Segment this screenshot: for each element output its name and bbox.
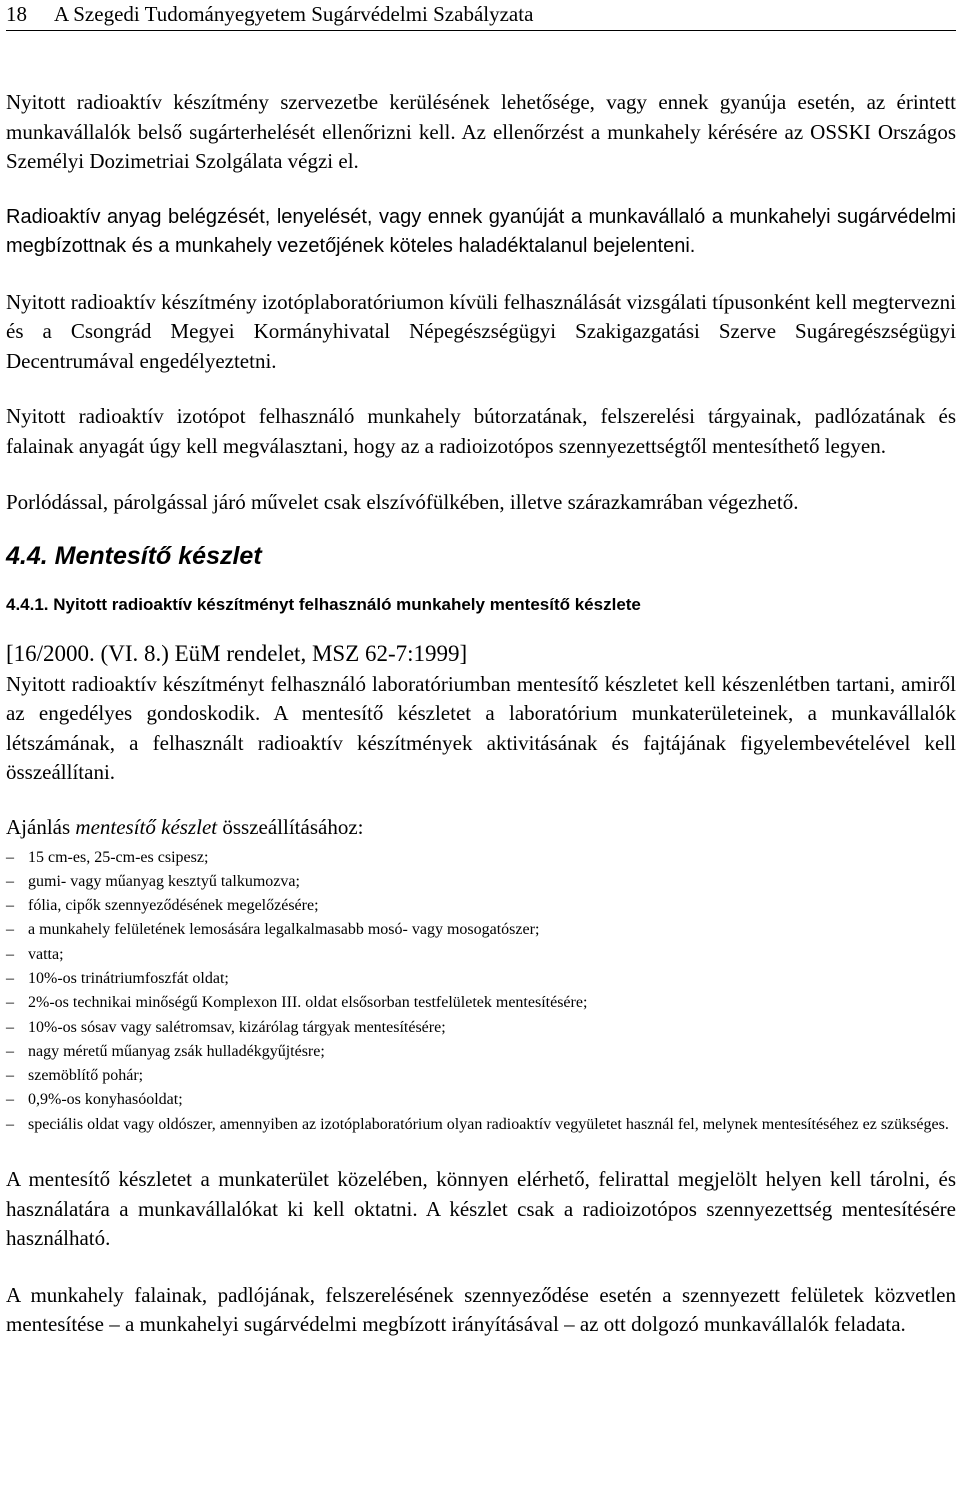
list-item xyxy=(6,918,956,942)
recommendation-title xyxy=(6,812,956,842)
list-item-text: 0,9%-os konyhasóoldat; xyxy=(28,1091,183,1109)
legal-reference: [16/2000. (VI. 8.) EüM rendelet, MSZ 62-7:1999] xyxy=(6,640,468,666)
list-dash: – xyxy=(6,969,14,987)
list-dash: – xyxy=(6,897,14,915)
paragraph-decontamination-kit: Nyitott radioaktív készítményt felhasználó laboratóriumban mentesítő készletet kell készenlétben tartani, amiről az engedélyes gondoskodik. A mentesítő készletet a laboratórium munkaterületeinek, a munkavállalók létszámának, a felhasznált radioaktív készítmények aktivitásának és fajtájának figyelembevételével kell összeállítani. xyxy=(6,671,956,784)
paragraph-internal-exposure-check: Nyitott radioaktív készítmény szervezetbe kerülésének lehetősége, vagy ennek gyanúja esetén, az érintett munkavállalók belső sugárterhelését ellenőrizni kell. Az ellenőrzést a munkahely kérésére az OSSKI Országos Személyi Dozimetriai Szolgálata végzi el. xyxy=(6,90,956,173)
paragraph-external-use-planning: Nyitott radioaktív készítmény izotóplaboratóriumon kívüli felhasználását vizsgálati típusonként kell megtervezni és a Csongrád Megyei Kormányhivatal Népegészségügyi Szakigazgatási Szerve Sugáregészségügyi Decentrumával engedélyeztetni. xyxy=(6,289,956,373)
list-dash: – xyxy=(6,921,14,939)
list-item-text: 2%-os technikai minőségű Komplexon III. oldat elsősorban testfelületek mentesítésére; xyxy=(28,994,588,1012)
list-dash: – xyxy=(6,1042,14,1060)
page-number: 18 xyxy=(6,2,27,26)
list-item-text: vatta; xyxy=(28,945,64,963)
list-item xyxy=(6,1113,956,1137)
paragraph-fume-hood: Porlódással, párolgással járó művelet csak elszívófülkében, illetve szárazkamrában végezhető. xyxy=(6,490,799,514)
list-item-text: 10%-os sósav vagy salétromsav, kizárólag tárgyak mentesítésére; xyxy=(28,1018,446,1036)
recommendation-suffix: összeállításához: xyxy=(217,814,364,839)
list-item xyxy=(6,967,956,991)
list-item-text: fólia, cipők szennyeződésének megelőzésére; xyxy=(28,897,319,915)
document-title: A Szegedi Tudományegyetem Sugárvédelmi Szabályzata xyxy=(54,2,534,26)
list-item-text: a munkahely felületének lemosására legalkalmasabb mosó- vagy mosogatószer; xyxy=(28,921,540,939)
list-item-text: 15 cm-es, 25-cm-es csipesz; xyxy=(28,848,209,866)
list-item xyxy=(6,943,956,967)
list-item xyxy=(6,870,956,894)
list-dash: – xyxy=(6,1067,14,1085)
list-item xyxy=(6,1040,956,1064)
list-item-text: nagy méretű műanyag zsák hulladékgyűjtésre; xyxy=(28,1042,325,1060)
list-item xyxy=(6,1064,956,1088)
list-item xyxy=(6,991,956,1015)
list-dash: – xyxy=(6,945,14,963)
recommendation-prefix: Ajánlás xyxy=(6,814,76,839)
paragraph-kit-storage: A mentesítő készletet a munkaterület közelében, könnyen elérhető, felirattal megjelölt helyen kell tárolni, és használatára a munkavállalókat ki kell oktatni. A készlet csak a radioizotópos szennyezettség mentesítésére használható. xyxy=(6,1167,956,1251)
list-item xyxy=(6,894,956,918)
list-dash: – xyxy=(6,1091,14,1109)
list-dash: – xyxy=(6,1115,14,1133)
kit-items-list xyxy=(6,846,956,1138)
paragraph-workplace-materials: Nyitott radioaktív izotópot felhasználó munkahely bútorzatának, felszerelési tárgyainak, padlózatának és falainak anyagát úgy kell megválasztani, hogy az a radioizotópos szennyezettségtől mentesíthető legyen. xyxy=(6,404,956,458)
list-dash: – xyxy=(6,848,14,866)
document-page xyxy=(6,0,956,1340)
list-item xyxy=(6,1088,956,1112)
list-item-text: speciális oldat vagy oldószer, amennyiben az izotóplaboratórium olyan radioaktív vegyületet használ fel, melynek mentesítéséhez ez szükséges. xyxy=(28,1115,949,1133)
list-dash: – xyxy=(6,872,14,890)
page-header xyxy=(6,0,956,31)
list-item-text: szemöblítő pohár; xyxy=(28,1067,144,1085)
list-item xyxy=(6,1016,956,1040)
paragraph-incident-reporting: Radioaktív anyag belégzését, lenyelését, vagy ennek gyanúját a munkavállaló a munkahelyi sugárvédelmi megbízottnak és a munkahely vezetőjének köteles haladéktalanul bejelenteni. xyxy=(6,205,956,257)
list-dash: – xyxy=(6,994,14,1012)
list-item-text: 10%-os trinátriumfoszfát oldat; xyxy=(28,969,229,987)
list-dash: – xyxy=(6,1018,14,1036)
list-item xyxy=(6,846,956,870)
list-item-text: gumi- vagy műanyag kesztyű talkumozva; xyxy=(28,872,300,890)
subsection-heading: 4.4.1. Nyitott radioaktív készítményt felhasználó munkahely mentesítő készlete xyxy=(6,594,641,614)
section-heading: 4.4. Mentesítő készlet xyxy=(6,541,262,570)
paragraph-surface-decontamination: A munkahely falainak, padlójának, felszerelésének szennyeződése esetén a szennyezett felületek közvetlen mentesítése – a munkahelyi sugárvédelmi megbízott irányításával – az ott dolgozó munkavállalók feladata. xyxy=(6,1282,956,1337)
recommendation-italic: mentesítő készlet xyxy=(75,814,218,839)
